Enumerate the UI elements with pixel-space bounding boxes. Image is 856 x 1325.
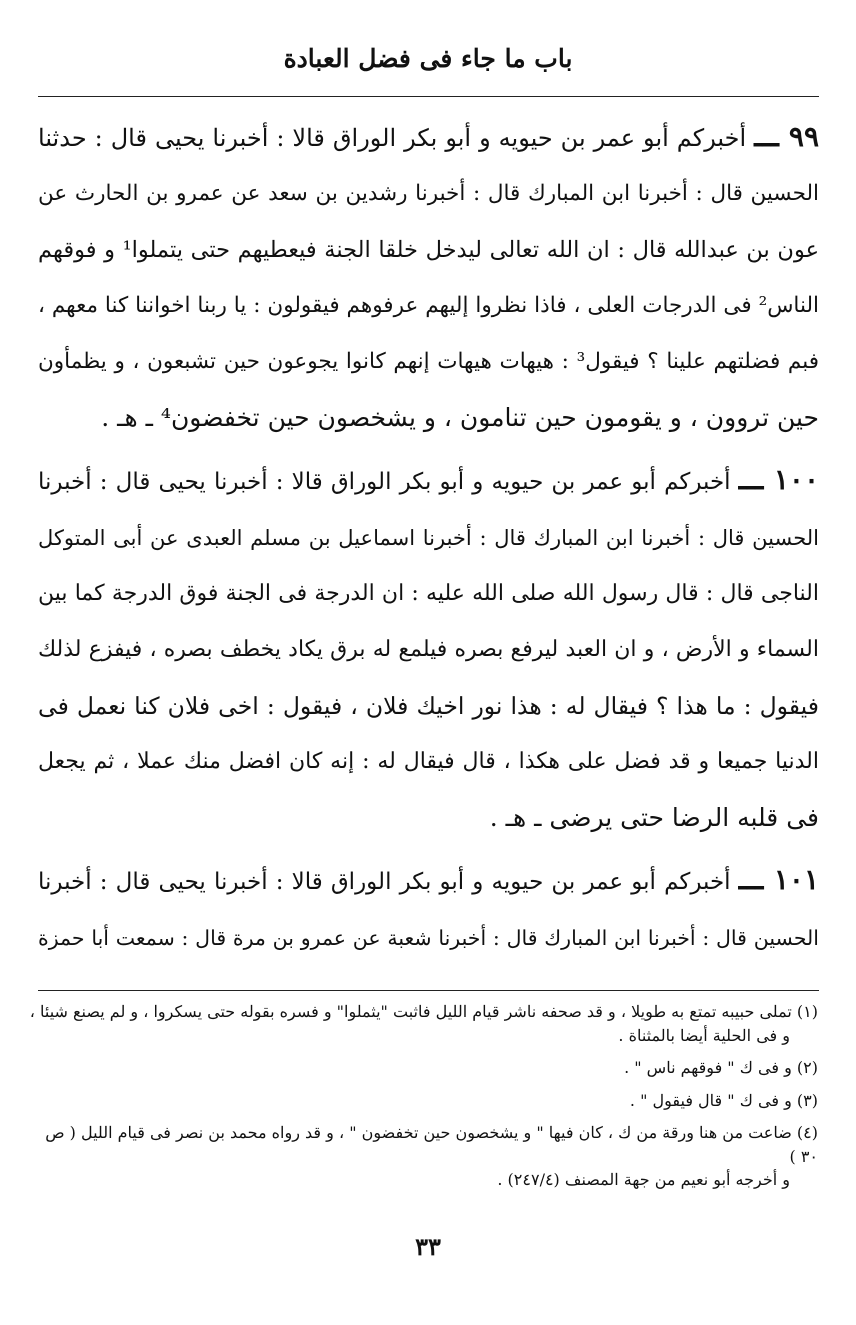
footnote-continuation: و فى الحلية أيضا بالمثناة . [618,1025,790,1045]
text-line: الدنيا جميعا و قد فضل على هكذا ، قال فيقال له : إنه كان افضل منك عملا ، ثم يجعل [38,749,819,774]
paragraph-99 [38,109,819,446]
text-line: الحسين قال : أخبرنا ابن المبارك قال : أخبرنا اسماعيل بن مسلم العبدى عن أبى المتوكل [38,526,819,550]
footnote-text: ضاعت من هنا ورقة من ك ، كان فيها " و يشخصون حين تخفضون " ، و قد رواه محمد بن نصر فى قيام الليل ( ص ٣٠ ) [45,1123,818,1166]
footnote-marker: (٣) [796,1090,818,1110]
main-text [38,109,819,966]
paragraph-number: ١٠٠ ـــ [738,463,819,496]
text-line: الناس² فى الدرجات العلى ، فاذا نظروا إليهم عرفوهم فيقولون : يا ربنا اخواننا كنا معهم ، [38,293,819,318]
line-text: أخبركم أبو عمر بن حيويه و أبو بكر الوراق قالا : أخبرنا يحيى قال : حدثنا [38,124,747,152]
paragraph-number: ٩٩ ـــ [754,120,819,153]
footnote-text: تملى حبيبه تمتع به طويلا ، و قد صحفه ناشر قيام الليل فاثبت "يثملوا" و فسره بقوله حتى يسكروا ، و لم يصنع شيئا ، [29,1002,792,1021]
text-line: السماء و الأرض ، و ان العبد ليرفع بصره فيلمع له برق يكاد يخطف بصره ، فيفزع لذلك [38,637,819,662]
footnote-marker: (١) [796,1002,818,1021]
footnote-1 [28,1000,818,1047]
footnote-2 [28,1056,818,1080]
line-text: أخبركم أبو عمر بن حيويه و أبو بكر الوراق قالا : أخبرنا يحيى قال : أخبرنا [38,869,731,895]
footnote-divider [38,990,819,991]
footnote-text: و فى ك " قال فيقول " . [629,1090,792,1110]
text-line: فيقول : ما هذا ؟ فيقال له : هذا نور اخيك فلان ، فيقول : اخى فلان كنا نعمل فى [38,692,819,720]
footnote-text: و فى ك " فوقهم ناس " . [624,1058,792,1077]
text-line: الناجى قال : قال رسول الله صلى الله عليه : ان الدرجة فى الجنة فوق الدرجة كما بين [38,581,819,606]
page-number: ٣٣ [415,1232,441,1261]
text-line: حين تروون ، و يقومون حين تنامون ، و يشخصون حين تخفضون⁴ ـ هـ . [101,403,819,432]
page-header-title: باب ما جاء فى فضل العبادة [283,44,573,73]
text-line: عون بن عبدالله قال : ان الله تعالى ليدخل خلقا الجنة فيعطيهم حتى يتملوا¹ و فوقهم [38,237,819,263]
text-line: فى قلبه الرضا حتى يرضى ـ هـ . [489,803,819,832]
header-divider [38,96,819,97]
paragraph-101 [38,852,819,966]
paragraph-number: ١٠١ ـــ [738,863,819,896]
text-line: الحسين قال : أخبرنا ابن المبارك قال : أخبرنا رشدين بن سعد عن عمرو بن الحارث عن [38,181,819,206]
footnote-continuation: و أخرجه أبو نعيم من جهة المصنف (٢٤٧/٤) . [497,1170,790,1189]
line-text: أخبركم أبو عمر بن حيويه و أبو بكر الوراق قالا : أخبرنا يحيى قال : أخبرنا [38,469,731,495]
footnotes [28,1000,818,1201]
footnote-marker: (٢) [796,1058,818,1077]
text-line: فبم فضلتهم علينا ؟ فيقول³ : هيهات هيهات إنهم كانوا يجوعون حين تشبعون ، و يظمأون [38,349,819,374]
paragraph-100 [38,452,819,846]
text-line [38,109,819,166]
text-line [38,852,819,910]
footnote-marker: (٤) [796,1123,818,1142]
text-line [38,452,819,510]
footnote-3 [28,1089,818,1113]
footnote-4 [28,1121,818,1192]
text-line: الحسين قال : أخبرنا ابن المبارك قال : أخبرنا شعبة عن عمرو بن مرة قال : سمعت أبا حمزة [38,926,819,950]
